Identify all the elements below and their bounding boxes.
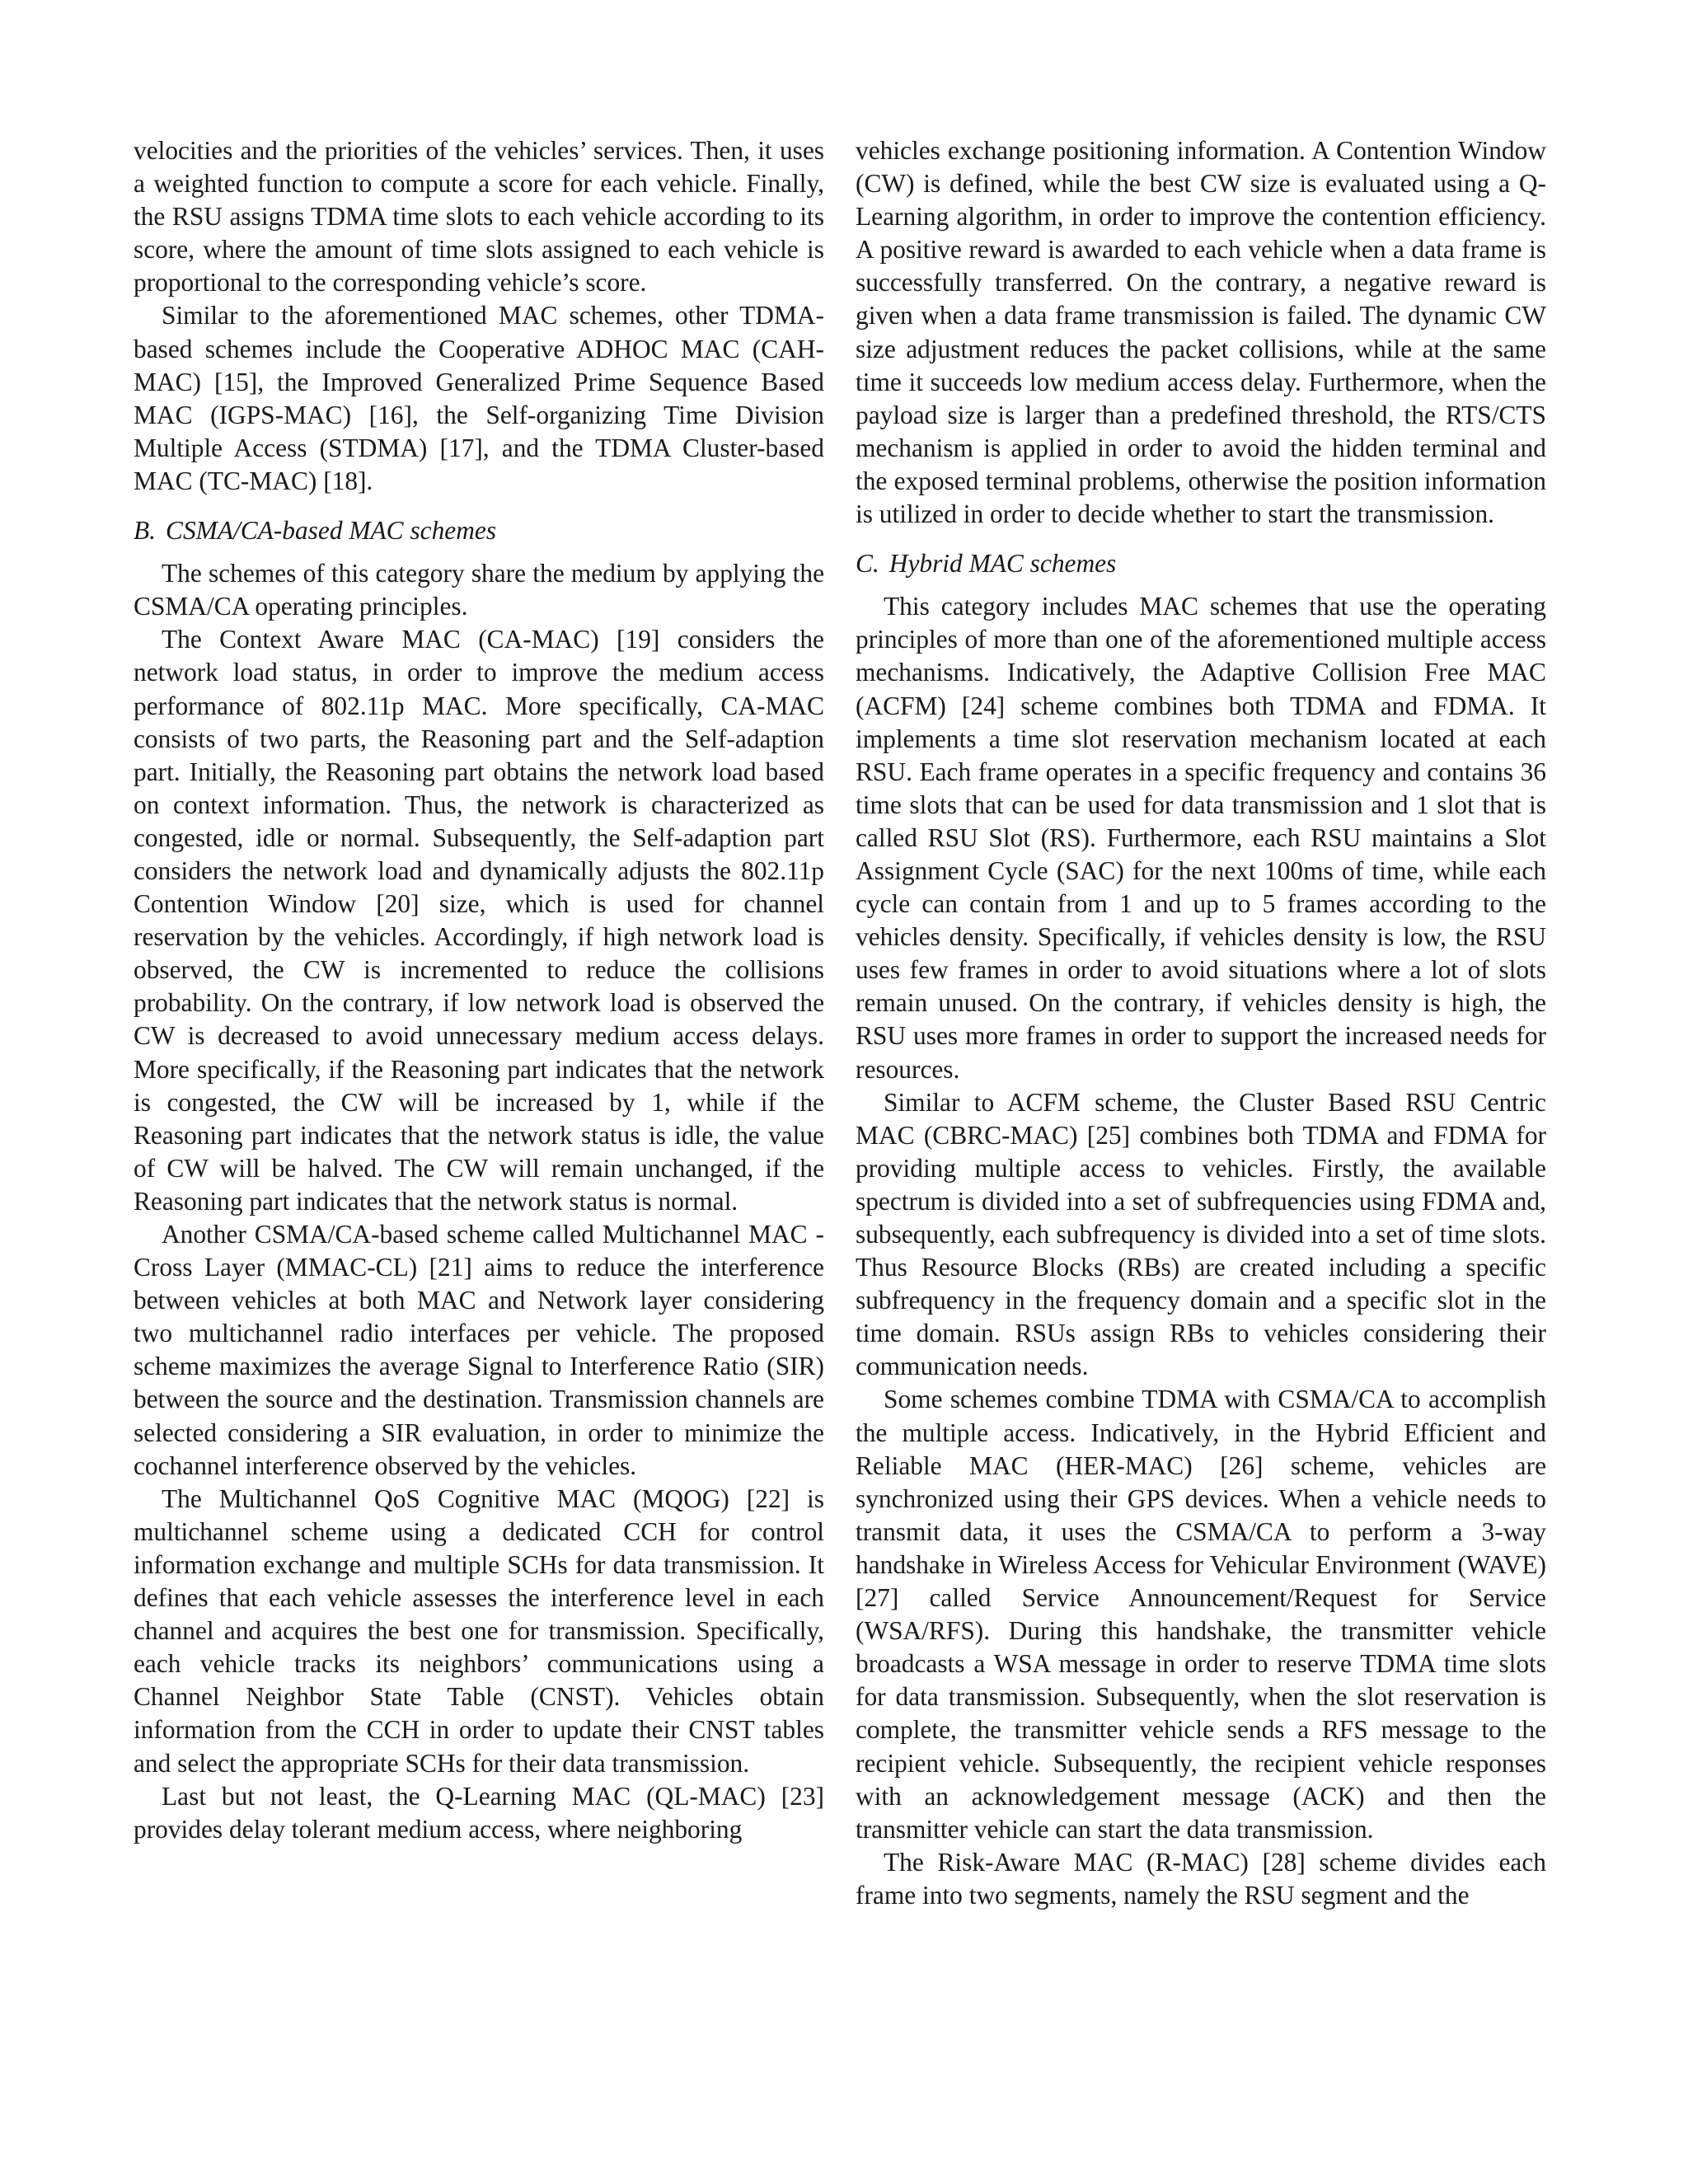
section-c-title: Hybrid MAC schemes xyxy=(889,549,1117,579)
section-c-label: C. xyxy=(856,549,879,579)
paragraph-similar-tdma: Similar to the aforementioned MAC schemes, other TDMA-based schemes include the Cooperative ADHOC MAC (CAH-MAC) [15], the Improved Generalized Prime Sequence Based MAC (IGPS-MAC) [16], the Self-organizing Time Division Multiple Access (STDMA) [17], and the TDMA Cluster-based MAC (TC-MAC) [18]. xyxy=(134,301,824,495)
paragraph-ql-mac-continued: vehicles exchange positioning information. A Contention Window (CW) is defined, while the best CW size is evaluated using a Q-Learning algorithm, in order to improve the contention efficiency. A positive reward is awarded to each vehicle when a data frame is successfully transferred. On the contrary, a negative reward is given when a data frame transmission is failed. The dynamic CW size adjustment reduces the packet collisions, while at the same time it succeeds low medium access delay. Furthermore, when the payload size is larger than a predefined threshold, the RTS/CTS mechanism is applied in order to avoid the hidden terminal and the exposed terminal problems, otherwise the position information is utilized in order to decide whether to start the transmission. xyxy=(856,136,1546,529)
paragraph-csma-intro: The schemes of this category share the medium by applying the CSMA/CA operating principles. xyxy=(134,559,824,621)
section-c-heading xyxy=(856,547,1546,580)
left-column xyxy=(134,134,824,1846)
section-b-label: B. xyxy=(134,516,157,546)
paragraph-hybrid-intro: This category includes MAC schemes that use the operating principles of more than one of the aforementioned multiple access mechanisms. Indicatively, the Adaptive Collision Free MAC (ACFM) [24] scheme combines both TDMA and FDMA. It implements a time slot reservation mechanism located at each RSU. Each frame operates in a specific frequency and contains 36 time slots that can be used for data transmission and 1 slot that is called RSU Slot (RS). Furthermore, each RSU maintains a Slot Assignment Cycle (SAC) for the next 100ms of time, while each cycle can contain from 1 and up to 5 frames according to the vehicles density. Specifically, if vehicles density is low, the RSU uses few frames in order to avoid situations where a lot of slots remain unused. On the contrary, if vehicles density is high, the RSU uses more frames in order to support the increased needs for resources. xyxy=(856,592,1546,1084)
paragraph-ql-mac-start: Last but not least, the Q-Learning MAC (QL-MAC) [23] provides delay tolerant medium access, where neighboring xyxy=(134,1781,824,1844)
paragraph-r-mac-start: The Risk-Aware MAC (R-MAC) [28] scheme divides each frame into two segments, namely the RSU segment and the xyxy=(856,1847,1546,1910)
paragraph-intro-continued: velocities and the priorities of the vehicles’ services. Then, it uses a weighted function to compute a score for each vehicle. Finally, the RSU assigns TDMA time slots to each vehicle according to its score, where the amount of time slots assigned to each vehicle is proportional to the corresponding vehicle’s score. xyxy=(134,136,824,298)
paragraph-cbrc-mac: Similar to ACFM scheme, the Cluster Based RSU Centric MAC (CBRC-MAC) [25] combines both TDMA and FDMA for providing multiple access to vehicles. Firstly, the available spectrum is divided into a set of subfrequencies using FDMA and, subsequently, each subfrequency is divided into a set of time slots. Thus Resource Blocks (RBs) are created including a specific subfrequency in the frequency domain and a specific slot in the time domain. RSUs assign RBs to vehicles considering their communication needs. xyxy=(856,1087,1546,1381)
section-b-title: CSMA/CA-based MAC schemes xyxy=(166,516,497,546)
paragraph-ca-mac: The Context Aware MAC (CA-MAC) [19] considers the network load status, in order to improve the medium access performance of 802.11p MAC. More specifically, CA-MAC consists of two parts, the Reasoning part and the Self-adaption part. Initially, the Reasoning part obtains the network load based on context information. Thus, the network is characterized as congested, idle or normal. Subsequently, the Self-adaption part considers the network load and dynamically adjusts the 802.11p Contention Window [20] size, which is used for channel reservation by the vehicles. Accordingly, if high network load is observed, the CW is incremented to reduce the collisions probability. On the contrary, if low network load is observed the CW is decreased to avoid unnecessary medium access delays. More specifically, if the Reasoning part indicates that the network is congested, the CW will be increased by 1, while if the Reasoning part indicates that the network status is idle, the value of CW will be halved. The CW will remain unchanged, if the Reasoning part indicates that the network status is normal. xyxy=(134,625,824,1216)
right-column xyxy=(856,134,1546,1912)
paragraph-her-mac: Some schemes combine TDMA with CSMA/CA to accomplish the multiple access. Indicatively, in the Hybrid Efficient and Reliable MAC (HER-MAC) [26] scheme, vehicles are synchronized using their GPS devices. When a vehicle needs to transmit data, it uses the CSMA/CA to perform a 3-way handshake in Wireless Access for Vehicular Environment (WAVE) [27] called Service Announcement/Request for Service (WSA/RFS). During this handshake, the transmitter vehicle broadcasts a WSA message in order to reserve TDMA time slots for data transmission. Subsequently, when the slot reservation is complete, the transmitter vehicle sends a RFS message to the recipient vehicle. Subsequently, the recipient vehicle responses with an acknowledgement message (ACK) and then the transmitter vehicle can start the data transmission. xyxy=(856,1385,1546,1844)
section-b-heading xyxy=(134,514,824,547)
paragraph-mmac-cl: Another CSMA/CA-based scheme called Multichannel MAC - Cross Layer (MMAC-CL) [21] aims to reduce the interference between vehicles at both MAC and Network layer considering two multichannel radio interfaces per vehicle. The proposed scheme maximizes the average Signal to Interference Ratio (SIR) between the source and the destination. Transmission channels are selected considering a SIR evaluation, in order to minimize the cochannel interference observed by the vehicles. xyxy=(134,1220,824,1480)
paragraph-mqog: The Multichannel QoS Cognitive MAC (MQOG) [22] is multichannel scheme using a dedicated CCH for control information exchange and multiple SCHs for data transmission. It defines that each vehicle assesses the interference level in each channel and acquires the best one for transmission. Specifically, each vehicle tracks its neighbors’ communications using a Channel Neighbor State Table (CNST). Vehicles obtain information from the CCH in order to update their CNST tables and select the appropriate SCHs for their data transmission. xyxy=(134,1483,824,1778)
